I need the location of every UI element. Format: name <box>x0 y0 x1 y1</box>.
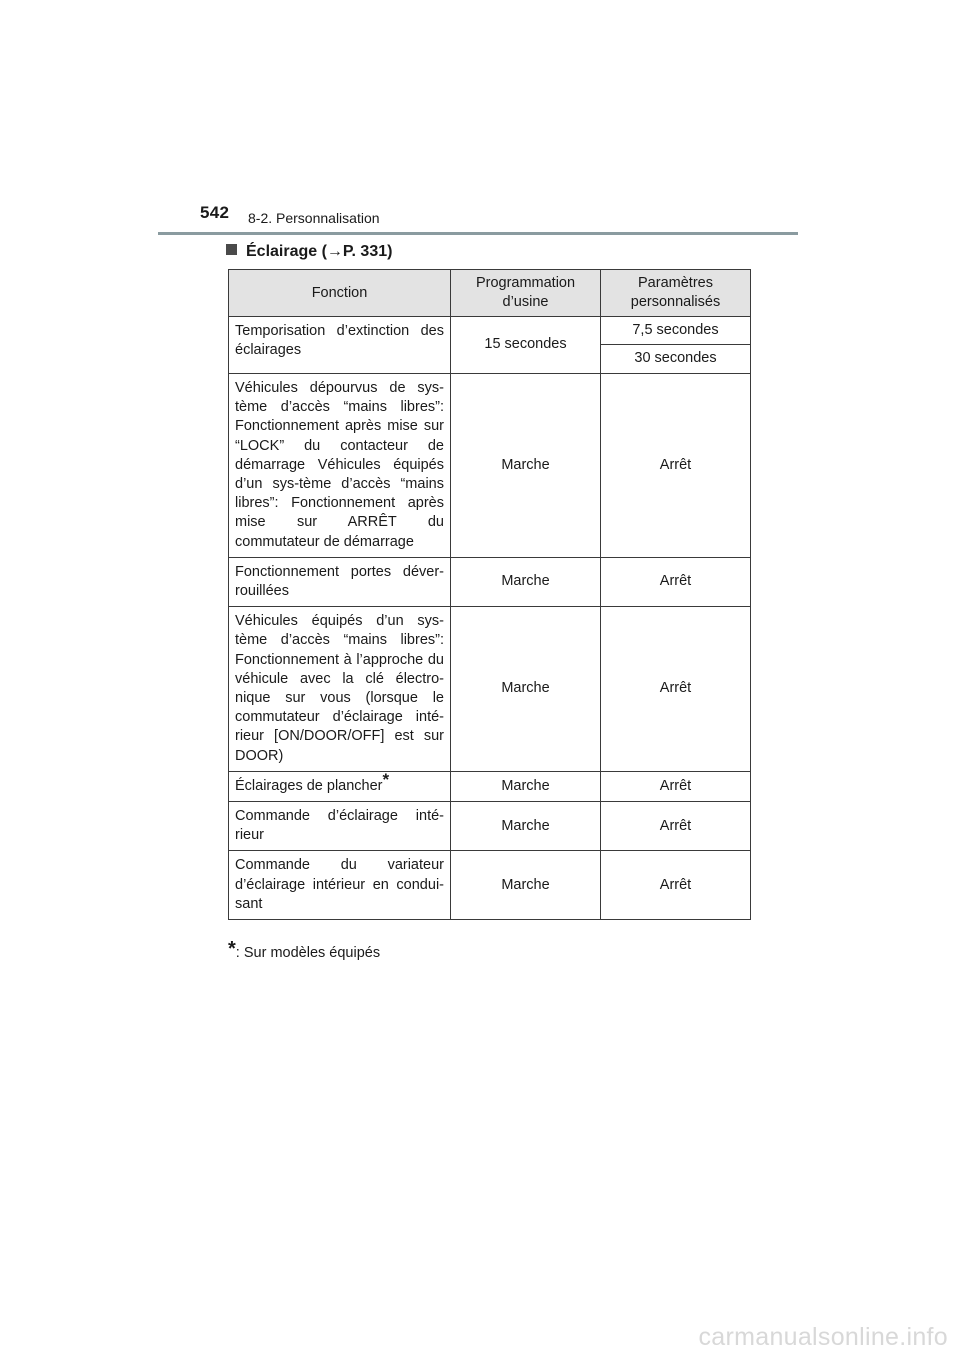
table-row <box>229 317 751 345</box>
column-header-parametres <box>601 270 751 317</box>
cell-custom: Arrêt <box>601 851 751 920</box>
table-row <box>229 802 751 851</box>
cell-custom: Arrêt <box>601 374 751 558</box>
cell-factory: Marche <box>451 771 601 801</box>
table-row <box>229 557 751 606</box>
cell-factory: 15 secondes <box>451 317 601 374</box>
footnote <box>228 938 380 961</box>
column-header-fonction: Fonction <box>229 270 451 317</box>
page-number: 542 <box>200 203 230 222</box>
cell-custom: Arrêt <box>601 607 751 772</box>
table-row <box>229 771 751 801</box>
table-row <box>229 374 751 558</box>
cell-custom: 7,5 secondes <box>601 317 751 345</box>
table-row <box>229 607 751 772</box>
customization-table <box>228 269 751 920</box>
cell-function: Véhicules dépourvus de sys-tème d’accès “mains libres”: Fonctionnement après mise sur “LOCK” du contacteur de démarrage Véhicules équipés d’un sys-tème d’accès “mains libres”: Fonctionnement après mise sur ARRÊT du commutateur de démarrage <box>229 374 451 558</box>
header-rule <box>158 232 798 235</box>
table-header-row <box>229 270 751 317</box>
cell-function-text: Éclairages de plancher <box>235 777 383 794</box>
heading <box>226 243 392 261</box>
cell-function: Fonctionnement portes déver-rouillées <box>229 557 451 606</box>
cell-factory: Marche <box>451 374 601 558</box>
footnote-star: * <box>228 938 236 960</box>
cell-factory: Marche <box>451 851 601 920</box>
cell-custom: Arrêt <box>601 771 751 801</box>
cell-function: Véhicules équipés d’un sys-tème d’accès “mains libres”: Fonctionnement à l’approche du véhicule avec la clé électro-nique sur vous (lorsque le commutateur d’éclairage inté-rieur [ON/DOOR/OFF] est sur DOOR) <box>229 607 451 772</box>
square-bullet-icon <box>226 244 237 255</box>
cell-function: Temporisation d’extinction des éclairages <box>229 317 451 374</box>
column-header-parametres-text: Paramètres personnalisés <box>630 275 721 310</box>
footnote-text: : Sur modèles équipés <box>235 945 381 961</box>
column-header-programmation <box>451 270 601 317</box>
section-title: 8-2. Personnalisation <box>248 210 380 226</box>
cell-custom: Arrêt <box>601 557 751 606</box>
table-row <box>229 851 751 920</box>
cell-factory: Marche <box>451 802 601 851</box>
column-header-programmation-text: Programmation d’usine <box>475 275 576 310</box>
cell-custom: 30 secondes <box>601 345 751 374</box>
cell-function: Commande d’éclairage inté-rieur <box>229 802 451 851</box>
cell-custom: Arrêt <box>601 802 751 851</box>
watermark: carmanualsonline.info <box>698 1323 948 1351</box>
cell-function <box>229 771 451 801</box>
footnote-mark: * <box>382 769 390 789</box>
cell-factory: Marche <box>451 607 601 772</box>
cell-function: Commande du variateur d’éclairage intérieur en condui-sant <box>229 851 451 920</box>
cell-factory: Marche <box>451 557 601 606</box>
heading-title: Éclairage (→P. 331) <box>246 243 393 260</box>
